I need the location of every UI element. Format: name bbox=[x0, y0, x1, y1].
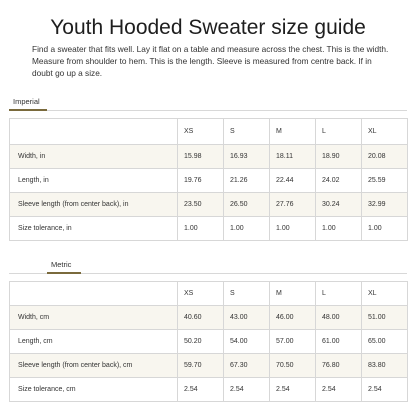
measurement-value-cell: 2.54 bbox=[178, 378, 224, 402]
measurement-value-cell: 1.00 bbox=[178, 217, 224, 241]
measurement-value-cell: 2.54 bbox=[270, 378, 316, 402]
measurement-value-cell: 1.00 bbox=[362, 217, 408, 241]
measurement-value-cell: 23.50 bbox=[178, 193, 224, 217]
measurement-value-cell: 57.00 bbox=[270, 330, 316, 354]
measurement-label-cell: Sleeve length (from center back), in bbox=[10, 193, 178, 217]
measurement-value-cell: 16.93 bbox=[224, 145, 270, 169]
measurement-value-cell: 65.00 bbox=[362, 330, 408, 354]
tab-metric-underline bbox=[47, 272, 81, 274]
table-header-row bbox=[10, 119, 408, 145]
table-row bbox=[10, 306, 408, 330]
table-row bbox=[10, 145, 408, 169]
measurement-value-cell: 1.00 bbox=[224, 217, 270, 241]
metric-size-table bbox=[9, 281, 408, 402]
measurement-value-cell: 21.26 bbox=[224, 169, 270, 193]
measurement-value-cell: 67.30 bbox=[224, 354, 270, 378]
table-row bbox=[10, 330, 408, 354]
measurement-value-cell: 32.99 bbox=[362, 193, 408, 217]
table-row bbox=[10, 169, 408, 193]
measurement-value-cell: 20.08 bbox=[362, 145, 408, 169]
measurement-value-cell: 2.54 bbox=[316, 378, 362, 402]
table-header-row bbox=[10, 282, 408, 306]
measurement-value-cell: 22.44 bbox=[270, 169, 316, 193]
measurement-value-cell: 76.80 bbox=[316, 354, 362, 378]
measurement-label-cell: Sleeve length (from center back), cm bbox=[10, 354, 178, 378]
measurement-value-cell: 1.00 bbox=[316, 217, 362, 241]
size-header-cell: XS bbox=[178, 119, 224, 145]
measurement-value-cell: 26.50 bbox=[224, 193, 270, 217]
measurement-value-cell: 18.90 bbox=[316, 145, 362, 169]
page-title: Youth Hooded Sweater size guide bbox=[50, 16, 366, 39]
tab-imperial[interactable]: Imperial bbox=[13, 97, 40, 106]
header-cell-blank bbox=[10, 282, 178, 306]
section-divider bbox=[9, 110, 407, 111]
measurement-value-cell: 24.02 bbox=[316, 169, 362, 193]
size-header-cell: L bbox=[316, 282, 362, 306]
measurement-value-cell: 18.11 bbox=[270, 145, 316, 169]
measurement-value-cell: 2.54 bbox=[224, 378, 270, 402]
measurement-value-cell: 40.60 bbox=[178, 306, 224, 330]
measurement-value-cell: 51.00 bbox=[362, 306, 408, 330]
measurement-label-cell: Size tolerance, cm bbox=[10, 378, 178, 402]
imperial-size-table bbox=[9, 118, 408, 241]
size-header-cell: XL bbox=[362, 282, 408, 306]
table-row bbox=[10, 354, 408, 378]
measurement-label-cell: Width, in bbox=[10, 145, 178, 169]
measurement-label-cell: Size tolerance, in bbox=[10, 217, 178, 241]
size-header-cell: L bbox=[316, 119, 362, 145]
measurement-value-cell: 2.54 bbox=[362, 378, 408, 402]
measurement-value-cell: 50.20 bbox=[178, 330, 224, 354]
measurement-value-cell: 43.00 bbox=[224, 306, 270, 330]
header-cell-blank bbox=[10, 119, 178, 145]
size-header-cell: S bbox=[224, 119, 270, 145]
measurement-value-cell: 48.00 bbox=[316, 306, 362, 330]
measurement-value-cell: 59.70 bbox=[178, 354, 224, 378]
size-header-cell: S bbox=[224, 282, 270, 306]
table-row bbox=[10, 193, 408, 217]
measurement-label-cell: Length, cm bbox=[10, 330, 178, 354]
table-row bbox=[10, 378, 408, 402]
measurement-value-cell: 1.00 bbox=[270, 217, 316, 241]
measurement-value-cell: 70.50 bbox=[270, 354, 316, 378]
intro-text: Find a sweater that fits well. Lay it flat on a table and measure across the chest. This is the width. Measure from shoulder to hem. This is the length. Sleeve is measured from centre back. If in doubt go up a size. bbox=[32, 44, 389, 78]
measurement-value-cell: 46.00 bbox=[270, 306, 316, 330]
size-header-cell: M bbox=[270, 282, 316, 306]
measurement-value-cell: 83.80 bbox=[362, 354, 408, 378]
size-header-cell: XL bbox=[362, 119, 408, 145]
measurement-value-cell: 15.98 bbox=[178, 145, 224, 169]
measurement-value-cell: 30.24 bbox=[316, 193, 362, 217]
measurement-value-cell: 61.00 bbox=[316, 330, 362, 354]
measurement-value-cell: 54.00 bbox=[224, 330, 270, 354]
measurement-value-cell: 27.76 bbox=[270, 193, 316, 217]
size-header-cell: M bbox=[270, 119, 316, 145]
size-header-cell: XS bbox=[178, 282, 224, 306]
tab-metric[interactable]: Metric bbox=[51, 260, 72, 269]
measurement-label-cell: Width, cm bbox=[10, 306, 178, 330]
table-row bbox=[10, 217, 408, 241]
tab-imperial-underline bbox=[9, 109, 47, 111]
measurement-value-cell: 25.59 bbox=[362, 169, 408, 193]
measurement-value-cell: 19.76 bbox=[178, 169, 224, 193]
measurement-label-cell: Length, in bbox=[10, 169, 178, 193]
